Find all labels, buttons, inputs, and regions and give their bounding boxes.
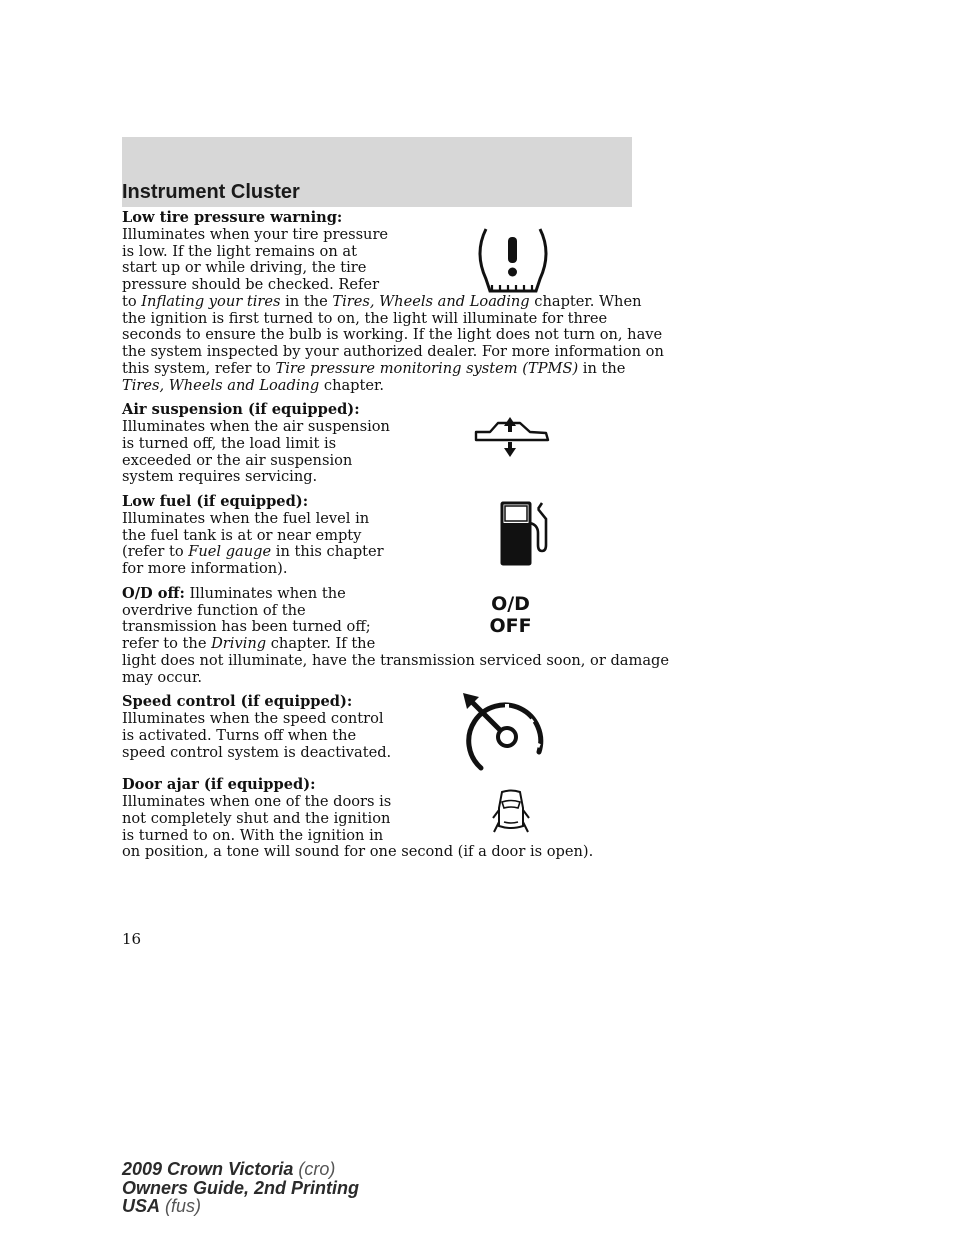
page-number: 16 bbox=[122, 930, 142, 948]
text-span: chapter. If the bbox=[266, 635, 376, 652]
fuel-line: the fuel tank is at or near empty bbox=[122, 526, 362, 544]
ref-tires-chapter: Tires, Wheels and Loading bbox=[332, 292, 530, 310]
tpms-line bbox=[122, 292, 642, 311]
low-fuel-icon bbox=[490, 493, 552, 567]
air-line: system requires servicing. bbox=[122, 468, 318, 486]
speed-line: is activated. Turns off when the bbox=[122, 726, 357, 744]
speed-control-icon bbox=[455, 688, 550, 773]
air-line: exceeded or the air suspension bbox=[122, 451, 353, 469]
ref-inflating-tires: Inflating your tires bbox=[141, 292, 281, 310]
text-span: chapter. When bbox=[529, 292, 642, 310]
tpms-line: is low. If the light remains on at bbox=[122, 242, 357, 260]
text-span: in the bbox=[578, 359, 626, 377]
tpms-line: the system inspected by your authorized dealer. For more information on bbox=[122, 343, 664, 360]
door-ajar-icon bbox=[490, 788, 532, 838]
text-span: refer to the bbox=[122, 635, 212, 652]
page-title: Instrument Cluster bbox=[122, 181, 300, 203]
od-line: transmission has been turned off; bbox=[122, 618, 371, 636]
tpms-line: seconds to ensure the bulb is working. If the light does not turn on, have bbox=[122, 326, 663, 344]
tpms-heading: Low tire pressure warning: bbox=[122, 209, 343, 226]
door-heading: Door ajar (if equipped): bbox=[122, 776, 316, 794]
text-span: to bbox=[122, 292, 142, 310]
footer-model: 2009 Crown Victoria bbox=[122, 1159, 294, 1179]
door-line: on position, a tone will sound for one second (if a door is open). bbox=[122, 843, 594, 861]
tpms-line: Illuminates when your tire pressure bbox=[122, 225, 389, 243]
off-icon-label: OFF bbox=[489, 615, 532, 637]
footer-market: USA bbox=[122, 1196, 161, 1216]
tpms-line bbox=[122, 361, 634, 378]
od-line: may occur. bbox=[122, 668, 202, 686]
tpms-line bbox=[122, 378, 634, 395]
fuel-line bbox=[122, 544, 634, 561]
speed-heading: Speed control (if equipped): bbox=[122, 693, 353, 711]
text-span: in the bbox=[280, 292, 333, 310]
tire-pressure-warning-icon bbox=[470, 225, 555, 297]
ref-fuel-gauge: Fuel gauge bbox=[188, 543, 272, 561]
door-line: not completely shut and the ignition bbox=[122, 809, 391, 827]
tpms-line: pressure should be checked. Refer bbox=[122, 276, 380, 293]
fuel-heading: Low fuel (if equipped): bbox=[122, 493, 309, 510]
speed-line: speed control system is deactivated. bbox=[122, 743, 392, 761]
ref-tires-chapter: Tires, Wheels and Loading bbox=[122, 376, 320, 394]
text-span: in this chapter bbox=[271, 543, 384, 561]
door-line: is turned to on. With the ignition in bbox=[122, 826, 384, 844]
od-line: overdrive function of the bbox=[122, 601, 306, 619]
air-line: Illuminates when the air suspension bbox=[122, 418, 390, 435]
tpms-line: the ignition is first turned to on, the light will illuminate for three bbox=[122, 309, 608, 327]
text-span: chapter. bbox=[319, 376, 385, 394]
body-text bbox=[122, 209, 670, 861]
speed-line: Illuminates when the speed control bbox=[122, 710, 384, 727]
footer-code: (fus) bbox=[160, 1196, 202, 1216]
door-line: Illuminates when one of the doors is bbox=[122, 793, 392, 810]
text-span: (refer to bbox=[122, 543, 189, 561]
od-line: light does not illuminate, have the transmission serviced soon, or damage bbox=[122, 651, 670, 669]
footer-line bbox=[122, 1160, 359, 1179]
od-line bbox=[122, 586, 634, 603]
ref-tpms: Tire pressure monitoring system (TPMS) bbox=[275, 359, 579, 377]
tpms-line: start up or while driving, the tire bbox=[122, 259, 367, 277]
footer bbox=[122, 1160, 359, 1216]
air-heading: Air suspension (if equipped): bbox=[122, 401, 360, 419]
od-line bbox=[122, 636, 634, 653]
text-span: this system, refer to bbox=[122, 359, 276, 377]
od-off-icon bbox=[478, 593, 543, 637]
od-heading: O/D off: bbox=[122, 584, 185, 602]
od-icon-label: O/D bbox=[491, 593, 530, 615]
fuel-line: Illuminates when the fuel level in bbox=[122, 509, 370, 527]
air-line: is turned off, the load limit is bbox=[122, 434, 337, 452]
text-span: Illuminates when the bbox=[184, 584, 346, 602]
footer-code: (cro) bbox=[293, 1159, 336, 1179]
air-suspension-icon bbox=[472, 416, 552, 458]
footer-line: Owners Guide, 2nd Printing bbox=[122, 1177, 360, 1198]
ref-driving: Driving bbox=[211, 635, 267, 652]
fuel-line: for more information). bbox=[122, 560, 288, 577]
footer-line bbox=[122, 1197, 359, 1216]
